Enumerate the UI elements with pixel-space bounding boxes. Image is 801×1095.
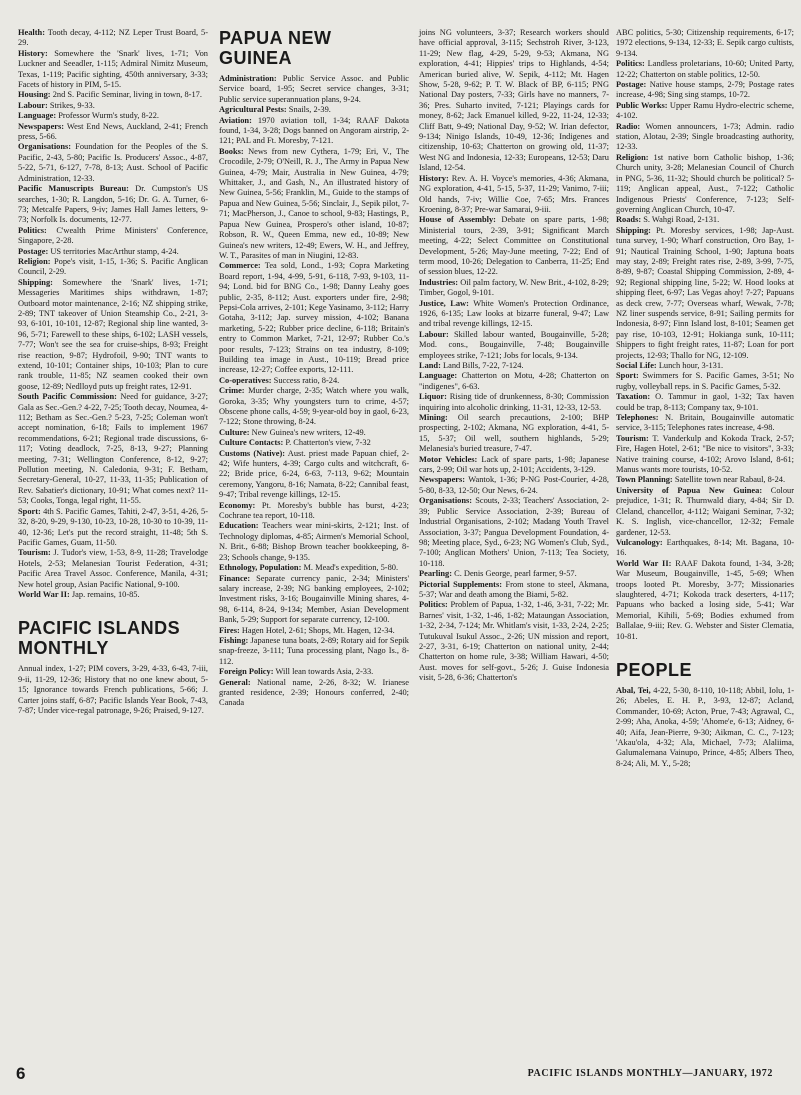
index-entry-text: Skilled labour wanted, Bougainville, 5-28; Mod. cons., Bougainville, 7-48; Bougainville employees strike, 7-121; Jobs for locals, 9-134. [419, 329, 609, 360]
index-entry-heading: South Pacific Commission: [18, 392, 117, 402]
index-entry-text: Public Service Assoc. and Public Service board, 1-95; Secret service changes, 3-31; Public service superannuation plans, 9-24. [219, 74, 409, 104]
index-entry-text: Pt. Moresby's bubble has burst, 4-23; Cochrane tea report, 10-118. [219, 500, 409, 521]
index-entry-heading: Religion: [18, 256, 51, 266]
index-entry-heading: Religion: [616, 152, 649, 162]
index-entry-text: West End News, Auckland, 2-41; French press, 5-66. [18, 121, 208, 142]
index-entry [616, 101, 794, 122]
index-entry-text: Professor Wurm's study, 8-22. [56, 111, 160, 121]
index-entry-text: Lack of spare parts, 1-98; Japanese cars, 2-99; Oil war hots up, 2-101; Accidents, 3-129. [419, 454, 609, 475]
index-entry [18, 142, 208, 184]
index-entry-text: J. Tudor's view, 1-53, 8-9, 11-28; Travelodge Hotels, 2-53; Melanesian Tourist Federation, 4-31; Pacific Area Travel Assoc. Conference, Manila, 4-31; New hotel group, Asian Pacific National, 9-100. [18, 548, 208, 589]
index-entry-heading: Culture Contacts: [219, 438, 284, 448]
index-entry-heading: Language: [419, 371, 458, 381]
index-entry [419, 600, 609, 683]
index-entry [219, 105, 409, 115]
index-entry-text: C'wealth Prime Ministers' Conference, Singapore, 2-28. [18, 225, 208, 246]
index-entry-heading: Ethnology, Population: [219, 563, 302, 573]
index-entry-heading: Housing: [18, 90, 51, 100]
index-entry-text: 1970 aviation toll, 1-34; RAAF Dakota found, 1-34, 3-28; Dogs banned on Angoram airstrip, 2-121; PAL and Ft. Moresby, 7-121. [219, 115, 409, 146]
index-entry-text: Success ratio, 8-24. [271, 375, 340, 385]
index-entry-text: National name, 2-26, 8-32; W. Irianese granted residence, 2-39; Honours conferred, 2-40; Canada [219, 677, 409, 708]
index-entry [18, 507, 208, 549]
index-entry-heading: Agricultural Pests: [219, 105, 287, 115]
index-entry-text: P. Chatterton's view, 7-32 [283, 438, 371, 448]
index-entry-text: C. Denis George, pearl farmer, 9-57. [452, 569, 577, 579]
index-entry [219, 376, 409, 386]
index-entry-heading: Motor Vehicles: [419, 454, 478, 464]
index-entry-text: Pt. Moresby services, 1-98; Jap-Aust. tuna survey, 1-90; Wharf construction, Oro Bay, 1-91; Nautical Training School, 1-90; Japtuna boats may stay, 2-89; Freight rates rise, 2-89, 3-99, 7-75, 8-89, 9-87; Coastal Shipping Commission, 2-89, 4-92; Regional shipping line, 5-22; W. Hood looks at shipping fleet, 6-97; Las Vegas ahoy! 7-27; Papuans as deck crew, 7-77; Overseas wharf, Wewak, 7-78; NZ liner suspends service, 8-91; Sailing permits for Indonesia, 8-97; Finn Island lost, 8-101; Seamen get pay rise, 10-103, 12-91; Hokianga sunk, 10-111; Shippers to fight freight rates, 11-87; Loan for port projects, 12-93; Thallo for NG, 12-109. [616, 225, 794, 360]
index-entry-text: Upper Ramu Hydro-electric scheme, 4-102. [616, 100, 794, 121]
index-entry [219, 74, 409, 105]
index-entry-heading: Shipping: [18, 277, 53, 287]
index-entry-text: Satellite town near Rabaul, 8-24. [672, 475, 786, 485]
index-entry [18, 28, 208, 49]
index-entry-heading: Social Life: [616, 361, 657, 370]
index-entry-text: Foundation for the Peoples of the S. Pacific, 2-43, 5-80; Pacific Is. Producers' Assoc., 4-87, 5-22, 5-71, 6-127, 7-78, 8-13; Aust. School of Pacific Administration, 12-33. [18, 142, 208, 183]
index-entry [616, 28, 794, 59]
index-entry [219, 678, 409, 709]
index-entry [616, 486, 794, 538]
index-entry [616, 226, 794, 361]
index-entry-text: joins NG volunteers, 3-37; Research workers should have official approval, 3-115; Sechstroh River, 3-123, 11-29; New flag, 4-29, 5-29, 9-53; Akmana, NG exploration, 4-41; Hippies' trips to Highlands, 4-54; American buried alive, W. Sepik, 4-112; Mt. Hagen Show, 5-28, 9-62; P. T. W. Black of BP, 6-115; PNG National Day posters, 7-33; Girls have no manners, 7-36; Pres. Suharto invited, 7-121; Playings cards for money, 8-62; Jack Emanuel killed, 9-22, 11-24, 12-33; Cliff Batt, 9-49; National Day, 9-52; W. Irian defector, 9-134; Ninigo Islands, 10-49, 12-36; Indigenes and citizenship, 10-63; Chatterton on growing old, 11-37; West NG and Indonesia, 12-33; Europeans, 12-53; Daru Island, 12-54. [419, 28, 609, 173]
page-number: 6 [16, 1064, 26, 1083]
index-entry [18, 49, 208, 91]
index-entry-heading: Pictorial Supplements: [419, 579, 502, 589]
index-entry [219, 261, 409, 375]
index-entry-heading: Customs (Native): [219, 448, 286, 458]
index-entry [219, 521, 409, 563]
index-entry [419, 475, 609, 496]
index-entry [419, 455, 609, 476]
page-footer [0, 1064, 801, 1088]
index-entry-text: White Women's Protection Ordinance, 1926, 6-135; Law looks at bizarre funeral, 9-47; Law and tribal revenge killings, 12-15. [419, 298, 609, 329]
index-entry [219, 147, 409, 261]
index-entry-text: 4th S. Pacific Games, Tahiti, 2-47, 3-51, 4-26, 5-32, 8-20, 9-29, 9-130, 10-23, 10-28, 10-30 to 10-39, 11-40, 12-36; Let's put the record straight, 11-48; 5th S. Pacific Games, Guam, 11-50. [18, 506, 208, 547]
index-entry-text: Native house stamps, 2-79; Postage rates increase, 4-98; Sing sing stamps, 10-72. [616, 80, 794, 100]
index-entry [419, 413, 609, 455]
index-entry-text: Scouts, 2-33; Teachers' Association, 2-39; Public Service Association, 2-39; Bureau of Industrial Organisations, 2-102; Madang Youth Travel Association, 3-37; Pangua Development Foundation, 4-98; Meeting place, Syd., 6-23; NG Women's Club, Syd., 7-100; Anglican Mothers' Union, 7-113; Tea Society, 10-118. [419, 496, 609, 568]
section-spacer [18, 600, 208, 618]
index-entry [219, 386, 409, 428]
index-column-1 [18, 28, 208, 716]
index-entry-heading: Health: [18, 28, 45, 37]
index-entry-text: News from new Cythera, 1-79; Eri, V., The Crocodile, 2-79; O'Neill, R. J., The Army in Papua New Guinea, 4-79; Mair, Australia in New Guinea, 4-79; Whittaker, J., and Gash, N., An illustrated history of New Guinea, 5-56; Franklin, M., Guide to the stamps of Papua and New Guinea, 5-56; Sinclair, J., Sepik pilot, 7-71; MacPherson, J., Canoe to school, 9-83; Hastings, P., Papua New Guinea, Prospero's other island, 10-87; Robson, R. W., Queen Emma, new ed., 10-89; New Guinea's new writers, 12-49; Ewers, W. H., and Jeffrey, W. T., Parasites of man in Niugini, 12-83. [219, 146, 409, 260]
section-heading: PEOPLE [616, 659, 693, 680]
index-entry-text: Pope's visit, 1-15, 1-36; S. Pacific Anglican Council, 2-29. [18, 256, 208, 277]
index-entry [419, 371, 609, 392]
index-entry [18, 101, 208, 111]
index-entry-text: Lunch hour, 3-131. [656, 361, 724, 370]
index-entry [219, 636, 409, 667]
running-title: PACIFIC ISLANDS MONTHLY—JANUARY, 1972 [527, 1068, 773, 1079]
index-entry-text: Women announcers, 1-73; Admin. radio station, Alotau, 2-39; Single broadcasting authority, 12-33. [616, 121, 794, 152]
index-entry-heading: Vulcanology: [616, 537, 663, 547]
index-entry-heading: Tourism: [18, 548, 51, 558]
index-entry [219, 449, 409, 501]
index-entry [219, 501, 409, 522]
index-entry-heading: Liquor: [419, 392, 447, 402]
index-entry-heading: Justice, Law: [419, 298, 469, 308]
index-entry-heading: Finance: [219, 573, 251, 583]
index-entry-heading: Roads: [616, 215, 642, 225]
index-entry-heading: World War II: [616, 558, 672, 568]
index-entry-heading: Politics: [419, 600, 448, 610]
index-entry-text: Separate currency panic, 2-34; Ministers' salary increase, 2-39; NG banking employees, 2-102; Investment risks, 3-16; Bougainville Mining shares, 4-98, 6-114, 8-24, 9-134; Member, Asian Development Bank, 5-29; Support for separate currency, 12-100. [219, 573, 409, 625]
index-entry-heading: Crime: [219, 386, 245, 396]
index-entry [18, 247, 208, 257]
index-entry [419, 496, 609, 569]
index-entry-text: RAAF Dakota found, 1-34, 3-28; War Museum, Bougainville, 1-45, 5-69; When troops looted Pt. Moresby, 3-77; Missionaries slaughtered, 4-71; Kokoda track deserters, 4-117; Papuans who backed a losing side, 5-41; War Memorial, Kihili, 5-69; Bodies exhumed from Ballalae, 9-iii; Rev. G. Webster and Sister Clematia, 10-81. [616, 558, 795, 641]
index-entry-heading: Politics: [18, 225, 47, 235]
index-entry [219, 438, 409, 448]
index-entry [219, 667, 409, 677]
index-entry-heading: Industries: [419, 277, 459, 287]
index-entry-heading: Land: [419, 361, 441, 370]
index-entry-heading: Politics: [616, 59, 645, 69]
index-entry-heading: House of Assembly: [419, 215, 496, 225]
index-entry-text: Rev. A. H. Voyce's memories, 4-36; Akmana, NG exploration, 4-41, 5-15, 5-37, 11-29; Vanimo, 7-iii; Old hands, 7-iv; Willie Coe, 7-65; Mrs. Frances Kroening, 8-37; Pre-war Samarai, 9-iii. [419, 173, 609, 214]
index-entry [616, 392, 794, 413]
index-entry-heading: Co-operatives: [219, 375, 272, 385]
section-heading: PACIFIC ISLANDS MONTHLY [18, 618, 181, 659]
index-entry-heading: World War II: [18, 589, 70, 599]
index-entry-text: Aust. priest made Papuan chief, 2-42; Wife hunters, 4-39; Cargo cults and witchcraft, 6-22; Bride price, 6-24, 6-63, 7-113, 9-62; Mountain ceremony, Yangoru, 8-16; Namata, 8-22; Cannibal feast, 9-47; Tribal revenge killings, 12-15. [219, 448, 409, 500]
index-entry-heading: Administration: [219, 74, 277, 83]
index-entry-text: 1st native born Catholic bishop, 1-36; Church unity, 3-28; Melanesian Council of Church in PNG, 5-36, 11-32; Should church be political? 5-119; Anglican appeal, Aust., 7-122; Catholic Indigenous Priests' Conference, 7-123; Self-governing Anglican Church, 10-47. [616, 152, 794, 214]
index-entry-text: Rising tide of drunkenness, 8-30; Commission inquiring into alcoholic drinking, 11-31, 12-33, 12-53. [419, 392, 609, 412]
index-entry-text: ABC politics, 5-30; Citizenship requirements, 6-17; 1972 elections, 9-134, 12-33; E. Sepik cargo cultists, 9-134. [616, 28, 794, 58]
index-entry-text: 4-22, 5-30, 8-110, 10-118; Abbil, Iolu, 1-26; Abeles, E. H. P., 3-93, 12-87; Acland, Commander, 10-69; Acton, Prue, 7-43; Agrawal, C., 2-99; Aha, Anoka, 4-59; 'Ahome'e, 6-13; Aidney, 6-40; Aifa, Jean-Pierre, 9-30; Aikman, C. C., 7-123; 'Akau'ola, 4-32; Ala, Michael, 7-73; Alaliima, Galumalemana Vainupo, Prince, 4-85; Albers Theo, 8-24; Ali, M. Y., 5-28; [616, 685, 794, 768]
index-column-4 [616, 28, 794, 769]
index-entry-text: Oil search precautions, 2-100; BHP prospecting, 2-102; Akmana, NG exploration, 4-41, 5-15, 5-37; Oil well, southern highlands, 5-29; Melanesia's buried treasure, 7-47. [419, 413, 609, 454]
index-entry [18, 111, 208, 121]
index-entry [616, 413, 794, 434]
section-heading: PAPUA NEW GUINEA [219, 28, 332, 68]
index-entry-text: New Guinea's new writers, 12-49. [249, 427, 366, 437]
index-entry [18, 90, 208, 100]
index-entry-text: Murder charge, 2-35; Watch where you walk, Goroka, 3-35; Why youngsters turn to crime, 4-57; Obscene phone calls, 4-59; 9-year-old boy in gaol, 6-23, 7-122; Stone throwing, 8-24. [219, 386, 409, 427]
index-entry-heading: Economy: [219, 500, 256, 510]
index-entry-text: 2nd S. Pacific Seminar, living in town, 8-17. [50, 90, 202, 100]
index-entry [616, 559, 794, 642]
index-entry-text: M. Mead's expedition, 5-80. [301, 563, 399, 573]
index-entry [18, 226, 208, 247]
index-entry-text: Somewhere the 'Snark' lives, 1-71; Von Luckner and Seeadler, 1-115; Admiral Nimitz Museum, Texas, 1-119; Pacific sighting, 450th anniversary, 3-33; Facets of history in PIM, 5-15. [18, 48, 208, 90]
index-entry [616, 538, 794, 559]
index-entry-heading: Shipping: [616, 225, 651, 235]
index-entry [616, 686, 794, 769]
index-entry-heading: History: [18, 48, 48, 58]
index-entry [18, 122, 208, 143]
index-entry [419, 330, 609, 361]
index-entry [18, 548, 208, 590]
index-entry [419, 28, 609, 174]
index-entry-text: Colour prejudice, 1-31; R. Thurnwald diary, 4-84; Sir D. Cleland, chancellor, 4-112; Waigani Seminar, 7-32; K. S. Inglish, vice-chancellor, 12-32; Female gardener, 12-53. [616, 485, 795, 537]
index-entry-heading: Organisations: [419, 496, 473, 506]
index-entry-heading: History: [419, 173, 449, 183]
index-entry-heading: Aviation: [219, 115, 252, 125]
index-entry [419, 278, 609, 299]
index-entry-text: Snails, 2-39. [286, 105, 331, 115]
index-entry-heading: Taxation: [616, 392, 651, 402]
index-entry-text: S. Wahgi Road, 2-131. [641, 215, 720, 225]
index-entry [419, 392, 609, 413]
index-entry [616, 122, 794, 153]
index-entry [18, 257, 208, 278]
index-entry-heading: Pacific Manuscripts Bureau: [18, 184, 129, 194]
index-entry [419, 361, 609, 371]
index-entry-text: Debate on spare parts, 1-98; Ministerial tours, 2-39, 3-91; Significant March meeting, 4-22; Select Committee on Constitutional Development, 5-26; May-June meeting, 7-22; End of term mood, 10-26; Delegation to Canberra, 11-25; End of session blues, 12-22. [419, 215, 610, 277]
index-entry [616, 361, 794, 371]
index-entry-text: Oil palm factory, W. New Brit., 4-102, 8-29; Timber, Gogol, 9-101. [419, 277, 609, 298]
index-entry-heading: Sport: [616, 371, 639, 381]
index-entry [616, 80, 794, 101]
index-entry [419, 299, 609, 330]
index-entry [18, 664, 208, 716]
index-entry-text: Somewhere the 'Snark' lives, 1-71; Messageries Maritimes ships withdrawn, 1-87; Outboard motor maintenance, 2-16; NZ shipping strike, 2-89; TNT takeover of Union Steamship Co., 2-21, 3-93, 6-101, 10-101, 12-87; Regional ship line wanted, 3-96, 5-71; Farewell to these ships, 6-102; LASH vessels, 7-77; Won't see the sea for cruise-ships, 8-93; Freight rise reaction, 9-87; Hydrofoil, 9-90; TNT wants to extend, 10-101; Container ships, 10-103; Plan to cure rank trouble, 11-85; NZ seamen cooked their own goose, 12-89; Nedlloyd puts up freight rates, 12-91. [18, 277, 208, 391]
index-entry-heading: Postage: [18, 246, 49, 256]
index-entry-heading: Fishing: [219, 635, 249, 645]
index-entry-text: N. Britain, Bougainville automatic service, 3-115; Telephones rates increase, 4-98. [616, 413, 794, 433]
index-entry-text: Wantok, 1-36; P-NG Post-Courier, 4-28, 5-80, 8-33, 12-50; Our News, 6-24. [419, 475, 609, 495]
index-entry-text: Land Bills, 7-22, 7-124. [440, 361, 524, 370]
index-entry [419, 174, 609, 216]
index-entry-heading: Abal, Tei, [616, 685, 651, 695]
index-entry [18, 184, 208, 226]
index-entry-text: Need for guidance, 3-27; Gala as Sec.-Gen.? 4-22, 7-25; Tooth decay, Noumea, 4-112; Betham as Sec.-Gen.? 5-23, 7-25; Coleman won't accept nomination, 6-18; Fails to implement 1967 recommendations, 6-21; Regional trade discussions, 6-117; Voting deadlock, 7-25, 8-13, 9-27; Planning meeting, 7-31; Wellington Conference, 8-12, 9-27; Pollution meeting, N. Caledonia, 9-31; F. Betham, Secretary-General, 10-27, 11-33, 11-35; Publication of Rev. Sabatier's dictionary, 10-91; What comes next? 11-53; Cooks, Tonga, legal right, 11-55. [18, 392, 208, 506]
index-entry-text: Hagen Hotel, 2-61; Shops, Mt. Hagen, 12-34. [239, 625, 395, 635]
index-entry [219, 563, 409, 573]
index-entry-text: Strikes, 9-33. [47, 100, 95, 110]
index-entry [219, 428, 409, 438]
index-entry-text: Problem of Papua, 1-32, 1-46, 3-31, 7-22; Mr. Barnes' visit, 1-32, 1-46, 1-82; Mataungan Association, 1-32, 2-34, 7-124; Mr. Whitlam's visit, 1-33, 2-24, 2-25; Tutukuval Isukul Assoc., 2-26; UN mission and report, 2-27, 3-31, 6-19; Chatterton on national unity, 2-44; Chatterton on home rule, 3-38; William Hawari, 4-50; Aust. moves for self-govt., 5-26; J. Guise Indonesia visit, 5-28, 6-36; Chatterton's [419, 600, 609, 683]
index-entry-heading: Telephones: [616, 413, 659, 423]
index-entry-heading: Language: [18, 111, 57, 121]
index-entry [219, 116, 409, 147]
index-entry [616, 153, 794, 215]
index-entry [616, 59, 794, 80]
index-entry [18, 392, 208, 506]
index-entry-text: Annual index, 1-27; PIM covers, 3-29, 4-33, 6-43, 7-iii, 9-ii, 11-29, 12-36; History that no one knew about, 5-15; Ignorance towards French publications, 5-66; J. Carter joins staff, 6-87; Pacific Islands Year Book, 7-43, 7-87; Under vice-regal patronage, 9-26; Praised, 9-127. [18, 664, 208, 715]
index-entry-heading: Mining: [419, 413, 448, 423]
index-entry-heading: Newspapers: [419, 475, 466, 485]
index-entry-heading: Books: [219, 146, 244, 156]
index-entry-heading: Labour: [419, 329, 449, 339]
index-entry-heading: Commerce: [219, 261, 261, 271]
index-entry-heading: Postage: [616, 80, 647, 90]
index-entry-heading: Sport: [18, 506, 41, 516]
index-entry-text: Japanese tuna boats, 2-89; Rotary aid for Sepik snap-freeze, 3-111; Tuna processing plant, Nago Is., 8-112. [219, 635, 409, 666]
index-entry-heading: Fires: [219, 625, 240, 635]
index-entry-text: Teachers wear mini-skirts, 2-121; Inst. of Technology diplomas, 4-85; Airmen's Memorial School, N. Brit., 6-88; Bishop Brown teacher bookkeeping, 8-23; Schools change, 9-135. [219, 521, 409, 562]
index-entry-text: Will lean towards Asia, 2-33. [273, 667, 374, 677]
index-entry-text: Swimmers for S. Pacific Games, 3-51; No rugby, volleyball reps. in S. Pacific Games, 5-32. [616, 371, 794, 391]
index-entry-text: US territories MacArthur stamp, 4-24. [48, 246, 179, 256]
index-entry [219, 626, 409, 636]
index-entry-heading: Public Works: [616, 100, 668, 110]
index-entry-heading: General: [219, 677, 251, 687]
index-entry-heading: Labour: [18, 100, 48, 110]
index-entry [419, 580, 609, 601]
index-entry-text: Tooth decay, 4-112; NZ Leper Trust Board, 5-29. [18, 28, 208, 48]
index-entry-heading: Tourism: [616, 433, 649, 443]
index-entry-text: O. Tammur in gaol, 1-32; Tax haven could be trap, 8-113; Company tax, 9-101. [616, 392, 794, 412]
index-column-3 [419, 28, 609, 684]
index-entry [219, 574, 409, 626]
index-entry [616, 371, 794, 392]
index-entry-text: Dr. Cumpston's US searches, 1-30; R. Langdon, 5-16; Dr. G. A. Turner, 6-73; Metcalfe Papers, 9-iv; James Hall James letters, 9-73; Norfolk Is. documents, 12-77. [18, 184, 208, 225]
index-entry-heading: Radio: [616, 121, 641, 131]
section-spacer [616, 642, 794, 660]
index-entry-heading: Organisations: [18, 142, 72, 152]
index-entry-heading: Education: [219, 521, 259, 531]
index-entry-heading: University of Papua New Guinea: [616, 485, 763, 495]
index-entry [616, 434, 794, 476]
index-entry-text: Earthquakes, 8-14; Mt. Bagana, 10-16. [616, 537, 794, 558]
index-entry-heading: Town Planning: [616, 475, 673, 485]
index-column-2 [219, 28, 409, 709]
index-entry-text: Jap. remains, 10-85. [69, 589, 140, 599]
index-entry-text: T. Vanderkulp and Kokoda Track, 2-57; Fire, Hagen Hotel, 2-61; "Be nice to visitors", 3-33; Native training course, 4-102; Arovo Island, 8-61; Manus wants more tourists, 10-52. [616, 433, 794, 475]
index-entry [18, 278, 208, 392]
index-entry-heading: Culture: [219, 427, 250, 437]
index-entry-heading: Foreign Policy: [219, 667, 274, 677]
index-entry-heading: Pearling: [419, 569, 453, 579]
index-entry-text: Landless proletarians, 10-60; United Party, 12-22; Chatterton on stable politics, 12-50. [616, 59, 794, 79]
index-entry-heading: Newspapers: [18, 121, 65, 131]
index-entry [419, 569, 609, 579]
index-entry-text: Chatterton on Motu, 4-28; Chatterton on "indigenes", 6-63. [419, 371, 609, 391]
index-entry-text: Tea sold, Lond., 1-93; Copra Marketing Board report, 1-94, 4-99, 5-91, 6-118, 7-93, 9-103, 11-94; Lond. bid for BNG Co., 1-98; Danny Leahy goes public, 2-35, 8-112; Aust. exporters under fire, 2-98; Pepsi-Cola arrives, 2-101; Kege Yasinamo, 3-112; Harry Gotaha, 3-112; Jap. survey mission, 4-102; Banana marketing, 5-22; Rubber price decline, 6-118; Britain's entry to Common Market, 7-21, 12-97; Rubber Co.'s poor results, 7-123; Strains on tea industry, 8-109; Building tea image in Aust., 10-119; Bread price increase, 12-27; Coffee exports, 12-111. [219, 261, 409, 375]
index-entry [18, 590, 208, 600]
index-entry [616, 215, 794, 225]
index-entry [419, 215, 609, 277]
index-entry-text: From stone to steel, Akmana, 5-37; War and death among the Biami, 5-82. [419, 579, 609, 599]
index-entry [616, 475, 794, 485]
